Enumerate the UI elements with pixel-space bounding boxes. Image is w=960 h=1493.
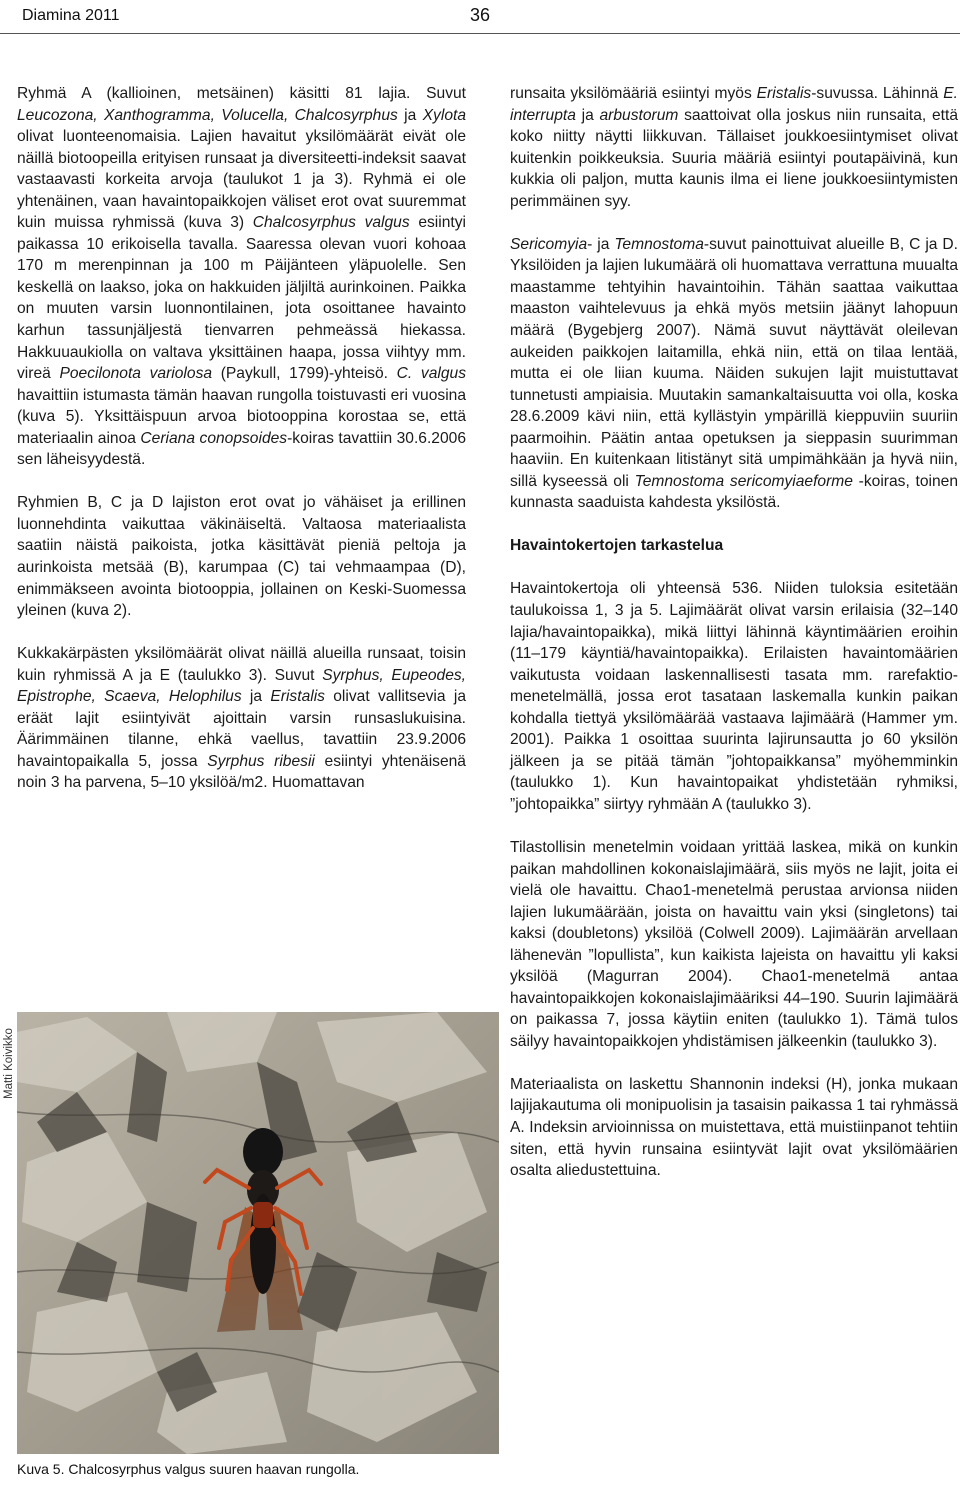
hoverfly-on-bark-image: [17, 1012, 499, 1454]
section-heading: Havaintokertojen tarkastelua: [510, 537, 724, 555]
right-paragraph-2: Sericomyia- ja Temnostoma-suvut painottuivat alueille B, C ja D. Yksilöiden ja lajien lukumäärä oli huomattava verrattuna muualta maastamme tehtyihin havaintoihin. Tähän saattaa vaikuttaa maaston vaihtelevuus ja ehkä myös metsiin jäänyt lahopuun määrä (Bygebjerg 2007). Nämä suvut näyttävät oleilevan aukeiden paikkojen laitamilla, ehkä niin, että on tilaa lentää, mutta ei ole liian kuuma. Näiden sukujen lajit muistuttavat tunnetusti ampiaisia. Muutakin samankaltaisuutta voi olla, koska 28.6.2009 kävi niin, että kyllästyin ympärillä kieppuviin suuriin paarmoihin. Päätin antaa opetuksen ja sieppasin suurimman haaviin. En kuitenkaan litistänyt sitä umpimähkään ja hyvä niin, sillä kyseessä oli Temnostoma sericomyiaeforme -koiras, toinen kunnasta saaduista kahdesta yksilöstä.: [510, 235, 959, 512]
photo-credit: Matti Koivikko: [3, 1028, 15, 1099]
left-paragraph-3: Kukkakärpästen yksilömäärät olivat näillä alueilla runsaat, toisin kuin ryhmissä A ja E (taulukko 3). Suvut Syrphus, Eupeodes, Epistrophe, Scaeva, Helophilus ja Eristalis olivat vallitsevia ja eräät lajit esiintyivät ajoittain varsin runsaslukuisina. Äärimmäinen tilanne, ehkä vaellus, tavattiin 23.9.2006 havaintopaikalla 5, jossa Syrphus ribesii esiintyi yhtenäisenä noin 3 ha parvena, 5–10 yksilöä/m2. Huomattavan: [17, 645, 466, 792]
page-number: 36: [469, 5, 491, 25]
right-column: [510, 83, 958, 1182]
left-column: [17, 83, 466, 794]
right-paragraph-3: Havaintokertoja oli yhteensä 536. Niiden tuloksia esitetään taulukoissa 1, 3 ja 5. Lajimäärät olivat varsin erilaisia (32–140 lajia/havaintopaikka), mikä liittyi lähinnä käyntimäärien eroihin (11–179 käyntiä/havaintopaikka). Erilaisten havaintomäärien vaikutusta voidaan laskennallisesti tasata mm. rarefaktio-menetelmällä, jossa erot tasataan laskemalla kunkin paikan kohdalla tiettyä yksilömäärää vastaava lajimäärä (Hammer ym. 2001). Paikka 1 osoittaa suurinta lajirunsautta jo 60 yksilön jälkeen ja se pitää tämän ”johtopaikkansa” myöhemminkin (taulukko 1). Kun havaintopaikat yhdistetään ryhmiksi, ”johtopaikka” siirtyy ryhmään A (taulukko 3).: [510, 580, 958, 813]
left-paragraph-1: Ryhmä A (kallioinen, metsäinen) käsitti 81 lajia. Suvut Leucozona, Xanthogramma, Volucella, Chalcosyrphus ja Xylota olivat luonteenomaisia. Lajien havaitut yksilömäärät eivät ole näillä biotoopeilla erityisen runsaat ja diversiteetti-indeksit saavat vastaavasti korkeita arvoja (taulukot 1 ja 3). Ryhmä ei ole yhtenäinen, vaan havaintopaikkojen väliset erot ovat suuremmat kuin muissa ryhmissä (kuva 3) Chalcosyrphus valgus esiintyi paikassa 10 erikoisella tavalla. Saaressa olevan vuori kohoaa 170 m merenpinnan ja 100 m Päijänteen yläpuolelle. Sen keskellä on laakso, joka on hakkuiden jäljiltä aurinkoinen. Paikka on muuten varsin luonnontilainen, jota osoittanee havainto karhun tassunjäljestä tienvarren pehmeässä hiekassa. Hakkuuaukiolla on valtava yksittäinen haapa, jossa viihtyy mm. vireä Poecilonota variolosa (Paykull, 1799)-yhteisö. C. valgus havaittiin istumasta tämän haavan rungolla toistuvasti eri vuosina (kuva 5). Yksittäispuun arvoa biotooppina korostaa se, että materiaalin ainoa Ceriana conopsoides-koiras tavattiin 30.6.2006 sen läheisyydestä.: [17, 85, 466, 469]
right-paragraph-1: runsaita yksilömääriä esiintyi myös Eristalis-suvussa. Lähinnä E. interrupta ja arbustorum saattoivat olla joskus niin runsaita, että koko niitty näytti liikkuvan. Tällaiset joukkoesiintymiset olivat kuitenkin poikkeuksia. Suuria määriä esiintyi poutapäivinä, kun kukkia oli paljon, mutta kaunis ilma ei liene joukkoesiintymisten perimmäinen syy.: [510, 85, 958, 210]
figure-photo: [17, 1012, 499, 1454]
header-rule: [0, 33, 960, 34]
page-header: [0, 0, 960, 46]
right-paragraph-5: Materiaalista on laskettu Shannonin indeksi (H), jonka mukaan lajijakautuma oli monipuolisin ja tasaisin paikassa 1 tai ryhmässä A. Indeksin arvioinnissa on muistettava, että muistiinpanot tehtiin siten, että hyvin runsaina esiintyvät lajit ovat yksilömäärien osalta aliedustettuina.: [510, 1075, 958, 1180]
journal-title: Diamina 2011: [22, 7, 120, 24]
figure-caption: Kuva 5. Chalcosyrphus valgus suuren haavan rungolla.: [17, 1461, 360, 1477]
left-paragraph-2: Ryhmien B, C ja D lajiston erot ovat jo vähäiset ja erillinen luonnehdinta vaikuttaa väkinäiseltä. Valtaosa materiaalista saatiin näistä paikoista, jotka käsittävät pieniä peltoja ja aurinkoista metsää (B), karumpaa (C) tai vehmaampaa (D), enimmäkseen avointa biotooppia, jollainen on Keski-Suomessa yleinen (kuva 2).: [17, 494, 466, 620]
right-paragraph-4: Tilastollisin menetelmin voidaan yrittää laskea, mikä on kunkin paikan mahdollinen kokonaislajimäärä, siis myös ne lajit, joita ei vielä ole havaittu. Chao1-menetelmä perustaa arvionsa niiden lajien lukumäärään, joista on havaittu vain yksi (singletons) tai kaksi (doubletons) yksilöä (Colwell 2009). Lajimäärän arvellaan lähenevän ”lopullista”, kun kaikista lajeista on havaittu yli kaksi yksilöä (Magurran 2004). Chao1-menetelmä antaa havaintopaikkojen kokonaislajimääriksi 44–190. Suurin lajimäärä on paikassa 7, jossa käytiin eniten (taulukko 1). Tämä tulos säilyy havaintopaikkojen yhdistämisen jälkeenkin (taulukko 3).: [510, 838, 958, 1050]
